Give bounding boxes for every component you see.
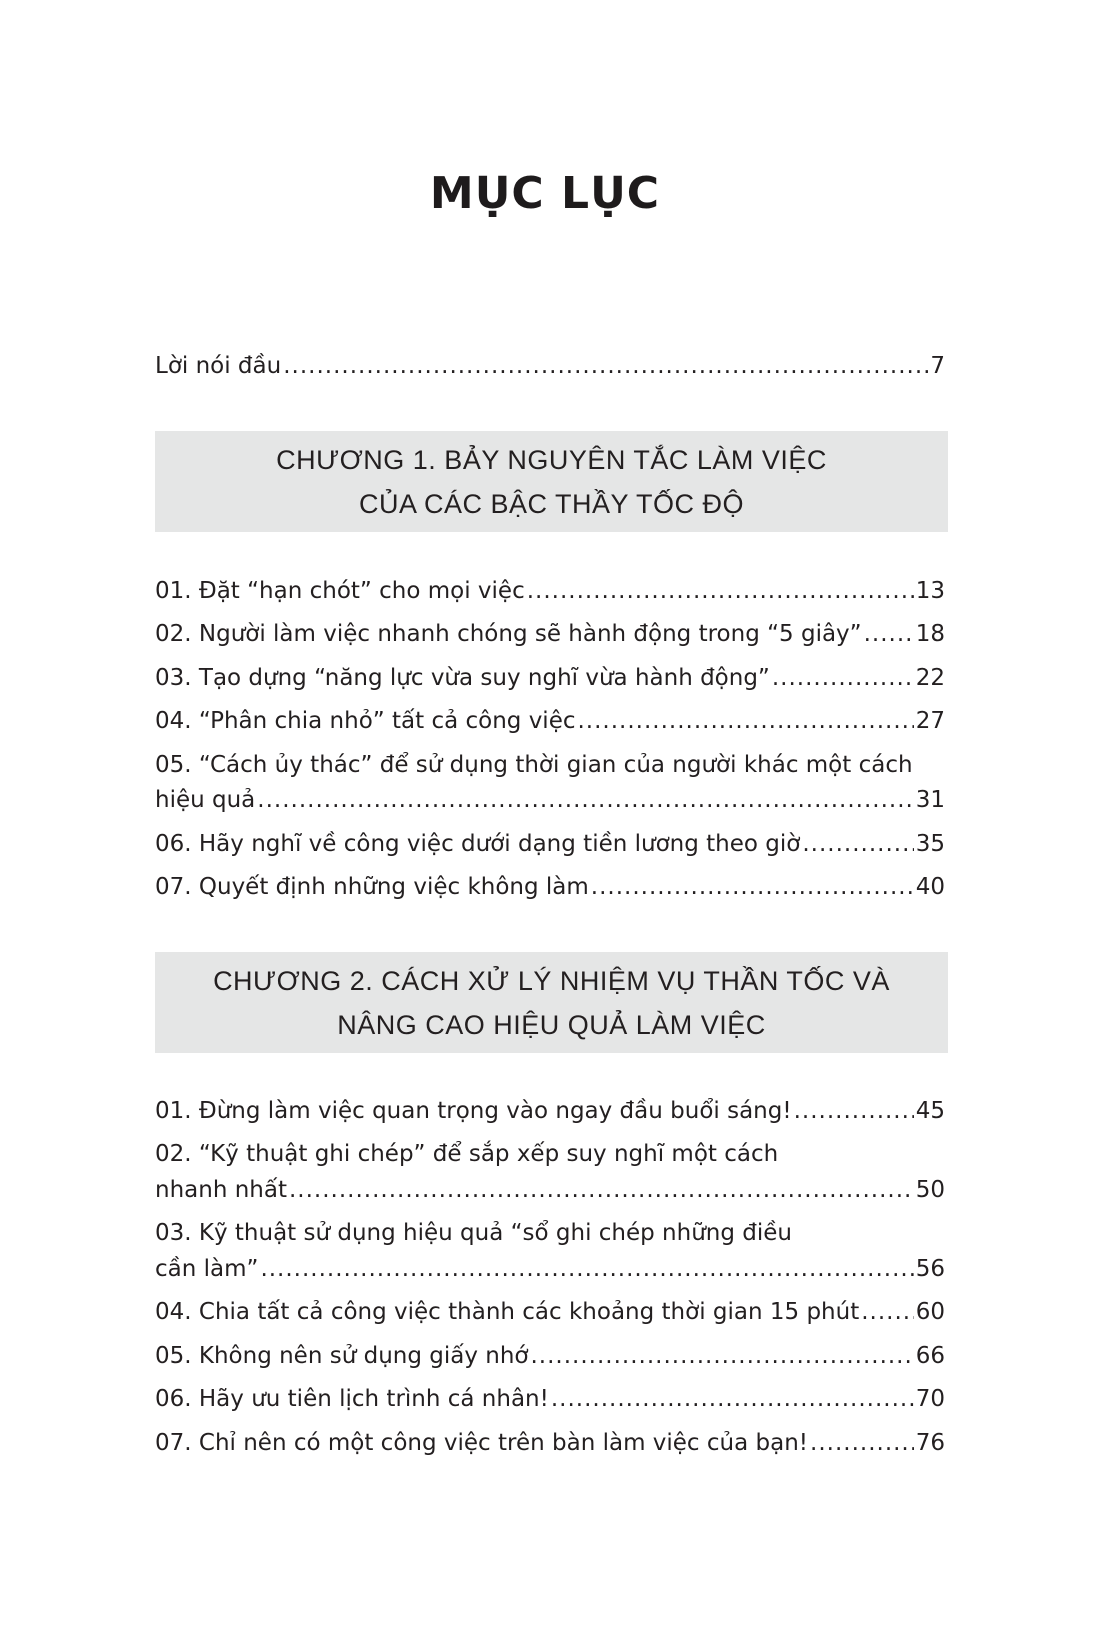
dot-leader (861, 1294, 914, 1330)
entry-title: 04. “Phân chia nhỏ” tất cả công việc (155, 708, 576, 734)
dot-leader (794, 1093, 914, 1129)
toc-entry[interactable] (155, 348, 945, 384)
toc-entry[interactable] (155, 1381, 945, 1417)
entry-title: nhanh nhất (155, 1177, 287, 1203)
entry-page: 31 (915, 787, 945, 813)
toc-entry[interactable] (155, 703, 945, 739)
dot-leader (810, 1425, 914, 1461)
entry-title: 04. Chia tất cả công việc thành các khoảng thời gian 15 phút (155, 1299, 860, 1325)
entry-page: 27 (915, 708, 945, 734)
entry-page: 18 (915, 621, 945, 647)
toc-entry[interactable] (155, 1425, 945, 1461)
dot-leader (260, 1251, 913, 1287)
entry-title-line[interactable]: 03. Kỹ thuật sử dụng hiệu quả “sổ ghi chép những điều (155, 1220, 792, 1246)
dot-leader (802, 826, 913, 862)
chapter-heading-line: NÂNG CAO HIỆU QUẢ LÀM VIỆC (337, 1010, 766, 1040)
dot-leader (578, 703, 914, 739)
toc-entry[interactable] (155, 660, 945, 696)
toc-entry[interactable] (155, 573, 945, 609)
dot-leader (591, 869, 914, 905)
dot-leader (527, 573, 914, 609)
chapter-heading-line: CỦA CÁC BẬC THẦY TỐC ĐỘ (358, 489, 745, 519)
dot-leader (283, 348, 928, 384)
entry-title: 01. Đừng làm việc quan trọng vào ngay đầu buổi sáng! (155, 1098, 792, 1124)
entry-page: 50 (915, 1177, 945, 1203)
dot-leader (551, 1381, 914, 1417)
chapter-heading-line: CHƯƠNG 2. CÁCH XỬ LÝ NHIỆM VỤ THẦN TỐC VÀ (213, 966, 890, 996)
chapter-1-heading (155, 431, 948, 532)
entry-page: 76 (915, 1430, 945, 1456)
entry-page: 40 (915, 874, 945, 900)
entry-title: 01. Đặt “hạn chót” cho mọi việc (155, 578, 525, 604)
entry-title: Lời nói đầu (155, 353, 282, 379)
entry-title: 03. Tạo dựng “năng lực vừa suy nghĩ vừa hành động” (155, 665, 770, 691)
entry-page: 13 (915, 578, 945, 604)
toc-entry[interactable] (155, 826, 945, 862)
entry-title: 02. Người làm việc nhanh chóng sẽ hành động trong “5 giây” (155, 621, 862, 647)
entry-page: 7 (930, 353, 945, 379)
toc-entry[interactable] (155, 616, 945, 652)
entry-title: 06. Hãy nghĩ về công việc dưới dạng tiền lương theo giờ (155, 831, 801, 857)
dot-leader (289, 1172, 914, 1208)
entry-title: 07. Chỉ nên có một công việc trên bàn làm việc của bạn! (155, 1430, 809, 1456)
toc-entry[interactable] (155, 1251, 945, 1287)
entry-page: 60 (915, 1299, 945, 1325)
entry-title: 05. Không nên sử dụng giấy nhớ (155, 1343, 529, 1369)
toc-entry[interactable] (155, 1294, 945, 1330)
page-title: MỤC LỤC (429, 168, 661, 219)
entry-page: 70 (915, 1386, 945, 1412)
toc-entry[interactable] (155, 1172, 945, 1208)
entry-title: 07. Quyết định những việc không làm (155, 874, 589, 900)
dot-leader (864, 616, 914, 652)
toc-entry[interactable] (155, 869, 945, 905)
chapter-2-heading (155, 952, 948, 1053)
entry-page: 56 (915, 1256, 945, 1282)
entry-page: 45 (915, 1098, 945, 1124)
toc-entry[interactable] (155, 782, 945, 818)
dot-leader (257, 782, 913, 818)
dot-leader (531, 1338, 914, 1374)
toc-entry[interactable] (155, 1338, 945, 1374)
entry-page: 22 (915, 665, 945, 691)
entry-title: 06. Hãy ưu tiên lịch trình cá nhân! (155, 1386, 549, 1412)
entry-title: cần làm” (155, 1256, 259, 1282)
dot-leader (772, 660, 914, 696)
chapter-heading-line: CHƯƠNG 1. BẢY NGUYÊN TẮC LÀM VIỆC (276, 445, 827, 475)
toc-entry[interactable] (155, 1093, 945, 1129)
entry-title: hiệu quả (155, 787, 256, 813)
entry-page: 66 (915, 1343, 945, 1369)
entry-page: 35 (915, 831, 945, 857)
entry-title-line[interactable]: 05. “Cách ủy thác” để sử dụng thời gian của người khác một cách (155, 752, 913, 778)
entry-title-line[interactable]: 02. “Kỹ thuật ghi chép” để sắp xếp suy nghĩ một cách (155, 1141, 779, 1167)
